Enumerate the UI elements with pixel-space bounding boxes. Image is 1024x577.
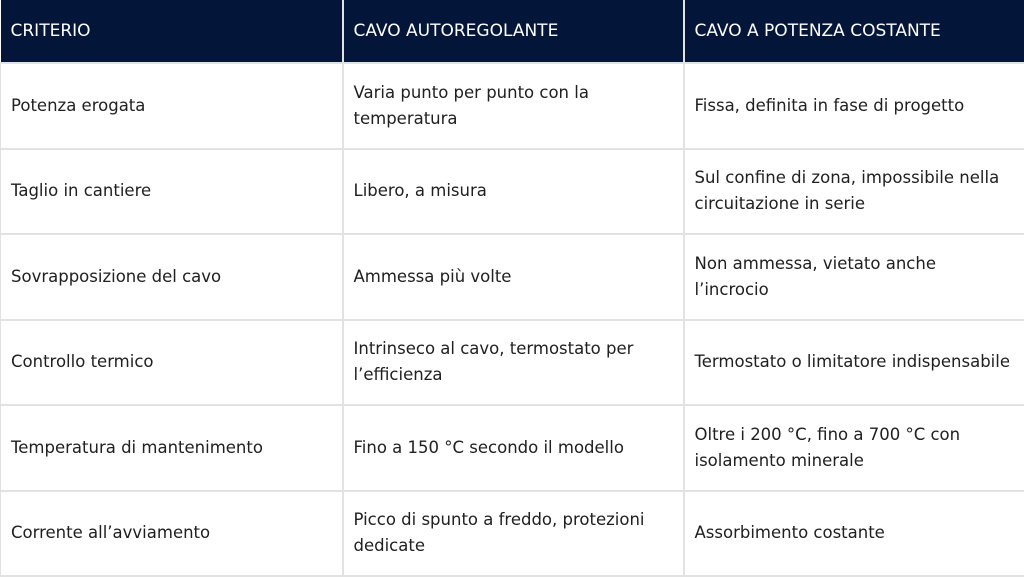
criterion-cell: Corrente all’avviamento <box>1 491 343 577</box>
criterion-cell: Temperatura di mantenimento <box>1 405 343 491</box>
self-regulating-cell: Libero, a misura <box>343 149 684 235</box>
constant-power-cell: Sul confine di zona, impossibile nella circuitazione in serie <box>684 149 1024 235</box>
criterion-cell: Potenza erogata <box>1 63 343 149</box>
self-regulating-cell: Ammessa più volte <box>343 234 684 320</box>
criterion-cell: Taglio in cantiere <box>1 149 343 235</box>
table-row <box>1 491 1024 577</box>
header-criterio: CRITERIO <box>1 0 343 63</box>
constant-power-cell: Termostato o limitatore indispensabile <box>684 320 1024 406</box>
table-header <box>1 0 1024 63</box>
self-regulating-cell: Fino a 150 °C secondo il modello <box>343 405 684 491</box>
constant-power-cell: Assorbimento costante <box>684 491 1024 577</box>
table-row <box>1 149 1024 235</box>
self-regulating-cell: Varia punto per punto con la temperatura <box>343 63 684 149</box>
constant-power-cell: Fissa, definita in fase di progetto <box>684 63 1024 149</box>
self-regulating-cell: Picco di spunto a freddo, protezioni dedicate <box>343 491 684 577</box>
header-cavo-potenza-costante: CAVO A POTENZA COSTANTE <box>684 0 1024 63</box>
table-body <box>1 63 1024 576</box>
header-row <box>1 0 1024 63</box>
table-row <box>1 320 1024 406</box>
table-row <box>1 405 1024 491</box>
table-row <box>1 234 1024 320</box>
criterion-cell: Sovrapposizione del cavo <box>1 234 343 320</box>
criterion-cell: Controllo termico <box>1 320 343 406</box>
self-regulating-cell: Intrinseco al cavo, termostato per l’efficienza <box>343 320 684 406</box>
constant-power-cell: Non ammessa, vietato anche l’incrocio <box>684 234 1024 320</box>
header-cavo-autoregolante: CAVO AUTOREGOLANTE <box>343 0 684 63</box>
table-row <box>1 63 1024 149</box>
constant-power-cell: Oltre i 200 °C, fino a 700 °C con isolamento minerale <box>684 405 1024 491</box>
